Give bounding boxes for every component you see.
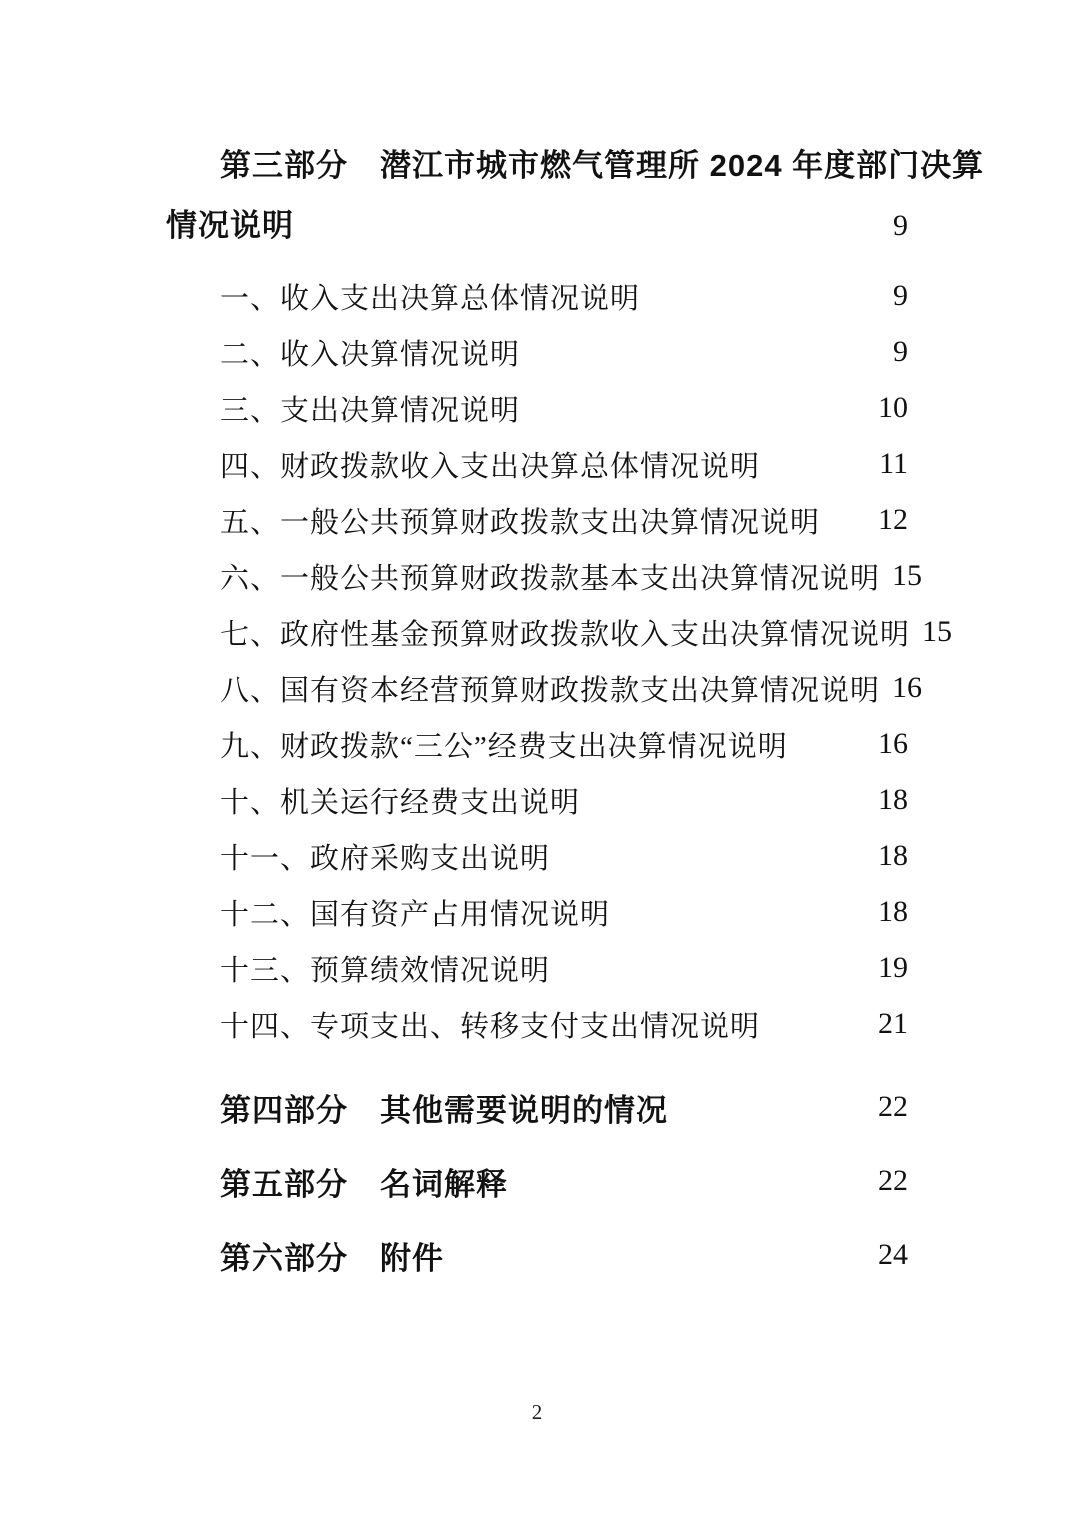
toc-item	[166, 604, 953, 660]
toc-item-label: 二、收入决算情况说明	[220, 338, 521, 371]
toc-part-page-number: 22	[878, 1090, 908, 1123]
toc-part-entry	[166, 1218, 908, 1292]
toc-part3-title-line2	[166, 206, 908, 246]
toc-item-page-number: 9	[893, 279, 908, 312]
toc-item-page-number: 18	[878, 895, 908, 928]
toc-item	[166, 436, 908, 492]
toc-item-page-number: 10	[878, 391, 908, 424]
toc-part3-title-line1: 第三部分 潜江市城市燃气管理所 2024 年度部门决算	[220, 148, 985, 183]
toc-item	[166, 324, 908, 380]
toc-part-page-number: 22	[878, 1164, 908, 1197]
toc-item-page-number: 21	[878, 1007, 908, 1040]
toc-part3-title-line2-text: 情况说明	[166, 208, 294, 243]
toc-part-entry	[166, 1070, 908, 1144]
toc-item	[166, 660, 923, 716]
toc-item-page-number: 16	[878, 727, 908, 760]
toc-item	[166, 716, 908, 772]
toc-part-label: 第五部分 名词解释	[220, 1166, 508, 1202]
toc-part-label: 第四部分 其他需要说明的情况	[220, 1092, 668, 1128]
toc-item	[166, 884, 908, 940]
toc-item	[166, 828, 908, 884]
toc-item	[166, 996, 908, 1052]
toc-item-label: 九、财政拨款“三公”经费支出决算情况说明	[220, 730, 788, 763]
toc-item-page-number: 16	[892, 671, 923, 704]
toc-item-label: 一、收入支出决算总体情况说明	[220, 282, 641, 315]
toc-item-label: 七、政府性基金预算财政拨款收入支出决算情况说明	[220, 618, 911, 651]
toc-part3-page-number: 9	[893, 209, 908, 242]
toc-item-page-number: 18	[878, 839, 908, 872]
toc-part-list	[166, 1070, 908, 1292]
toc-item-page-number: 12	[878, 503, 908, 536]
toc-item-page-number: 11	[879, 447, 908, 480]
toc-item-page-number: 19	[878, 951, 908, 984]
toc-item-label: 十四、专项支出、转移支付支出情况说明	[220, 1010, 761, 1043]
toc-item	[166, 548, 923, 604]
footer-page-number: 2	[531, 1400, 543, 1424]
toc-item-label: 十二、国有资产占用情况说明	[220, 898, 611, 931]
toc-part-page-number: 24	[878, 1238, 908, 1271]
toc-item	[166, 940, 908, 996]
toc-item-page-number: 15	[892, 559, 923, 592]
toc-item-label: 十一、政府采购支出说明	[220, 842, 551, 875]
toc-item-label: 四、财政拨款收入支出决算总体情况说明	[220, 450, 761, 483]
toc-item-page-number: 15	[922, 615, 953, 648]
toc-item-label: 三、支出决算情况说明	[220, 394, 521, 427]
toc-item-page-number: 9	[893, 335, 908, 368]
toc-part-label: 第六部分 附件	[220, 1240, 444, 1276]
toc-item-label: 十三、预算绩效情况说明	[220, 954, 551, 987]
toc-item	[166, 492, 908, 548]
toc-item-list	[166, 268, 953, 1052]
toc-item-label: 八、国有资本经营预算财政拨款支出决算情况说明	[220, 674, 881, 707]
toc-item-label: 六、一般公共预算财政拨款基本支出决算情况说明	[220, 562, 881, 595]
toc-item-label: 十、机关运行经费支出说明	[220, 786, 581, 819]
toc-item	[166, 772, 908, 828]
toc-item-label: 五、一般公共预算财政拨款支出决算情况说明	[220, 506, 821, 539]
toc-part-entry	[166, 1144, 908, 1218]
toc-item	[166, 268, 908, 324]
toc-item	[166, 380, 908, 436]
toc-item-page-number: 18	[878, 783, 908, 816]
